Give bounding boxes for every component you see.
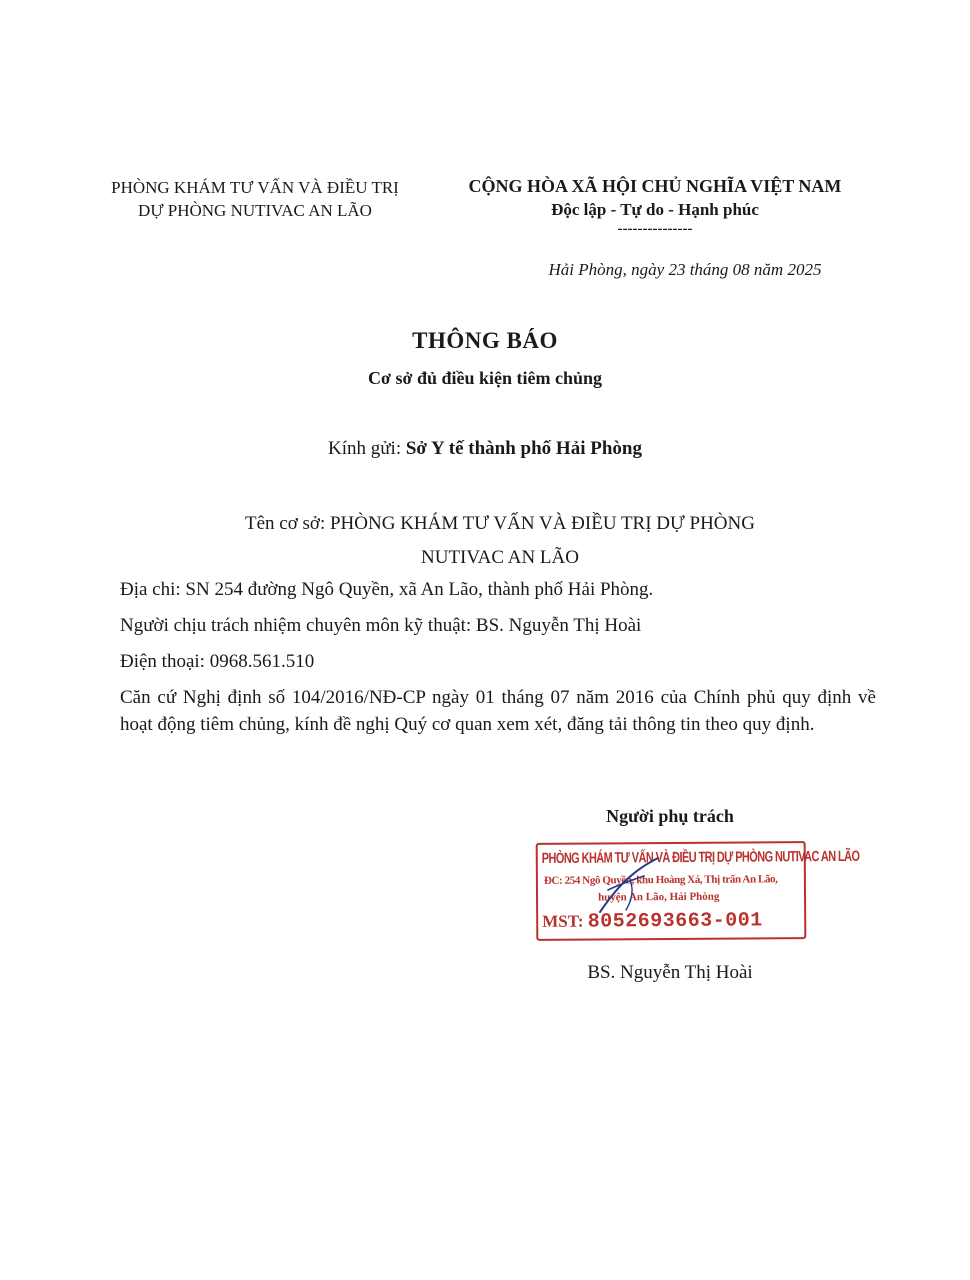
facility-name-line1: Tên cơ sở: PHÒNG KHÁM TƯ VẤN VÀ ĐIỀU TRỊ DỰ PHÒNG bbox=[245, 513, 755, 534]
facility-name bbox=[150, 507, 850, 575]
recipient-line bbox=[0, 438, 970, 460]
handwritten-signature bbox=[560, 850, 700, 930]
recipient-prefix: Kính gửi: bbox=[328, 438, 406, 459]
stamp-line1: PHÒNG KHÁM TƯ VẤN VÀ ĐIỀU TRỊ DỰ PHÒNG NUTIVAC AN LÃO bbox=[541, 848, 860, 868]
stamp-mst-number: 8052693663-001 bbox=[587, 909, 763, 934]
org-name-line1: PHÒNG KHÁM TƯ VẤN VÀ ĐIỀU TRỊ bbox=[111, 178, 399, 197]
org-header bbox=[60, 176, 450, 222]
motto-divider: --------------- bbox=[617, 221, 693, 237]
stamp-line2: ĐC: 254 Ngô Quyền, khu Hoàng Xá, Thị trấn An Lão, bbox=[543, 873, 778, 887]
stamp-mst-label: MST: bbox=[542, 911, 588, 931]
national-motto: Độc lập - Tự do - Hạnh phúc bbox=[551, 200, 759, 219]
address-line: Địa chi: SN 254 đường Ngô Quyền, xã An Lão, thành phố Hải Phòng. bbox=[120, 579, 654, 600]
signature-title: Người phụ trách bbox=[606, 806, 734, 826]
national-header bbox=[440, 174, 870, 236]
facility-name-line2: NUTIVAC AN LÃO bbox=[421, 547, 579, 568]
signer-name: BS. Nguyễn Thị Hoài bbox=[587, 962, 753, 983]
responsible-line: Người chịu trách nhiệm chuyên môn kỹ thuật: BS. Nguyễn Thị Hoài bbox=[120, 615, 642, 636]
recipient-name: Sở Y tế thành phố Hải Phòng bbox=[405, 438, 642, 459]
nation-name: CỘNG HÒA XÃ HỘI CHỦ NGHĨA VIỆT NAM bbox=[468, 176, 842, 196]
phone-line: Điện thoại: 0968.561.510 bbox=[120, 651, 315, 672]
document-date: Hải Phòng, ngày 23 tháng 08 năm 2025 bbox=[548, 260, 822, 279]
document-title: THÔNG BÁO bbox=[412, 328, 558, 353]
document-subtitle: Cơ sở đủ điều kiện tiêm chủng bbox=[368, 368, 602, 388]
org-name-line2: DỰ PHÒNG NUTIVAC AN LÃO bbox=[138, 201, 372, 220]
stamp-line3: huyện An Lão, Hải Phòng bbox=[598, 890, 720, 904]
body-paragraph: Căn cứ Nghị định số 104/2016/NĐ-CP ngày 01 tháng 07 năm 2016 của Chính phủ quy định về hoạt động tiêm chủng, kính đề nghị Quý cơ quan xem xét, đăng tải thông tin theo quy định. bbox=[120, 687, 876, 735]
